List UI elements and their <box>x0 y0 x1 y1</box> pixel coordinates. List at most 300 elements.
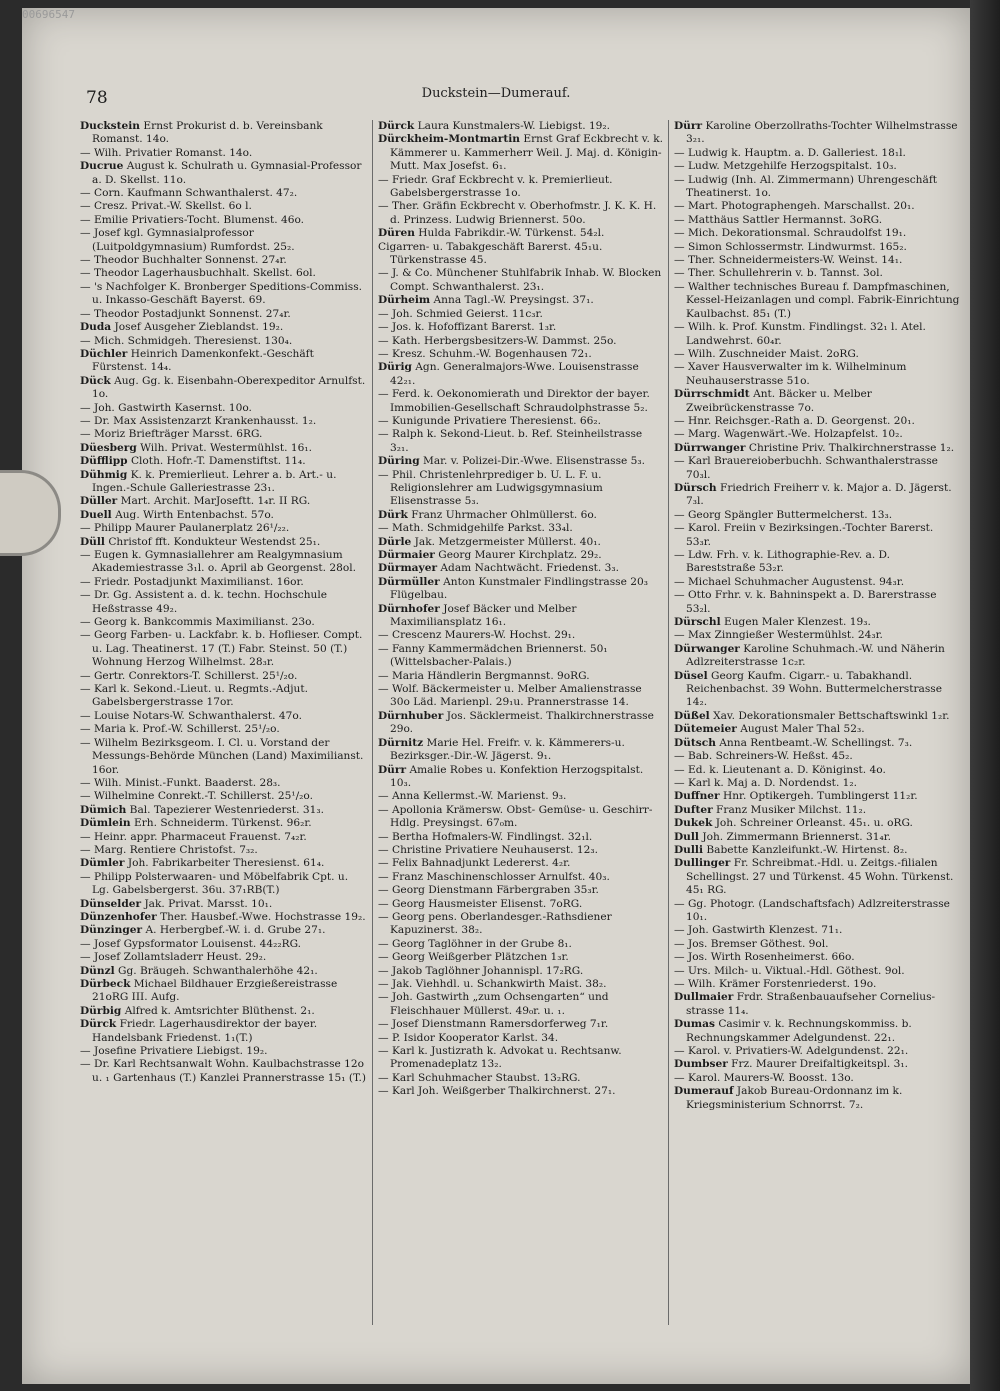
directory-entry <box>80 831 366 844</box>
directory-entry <box>674 549 960 576</box>
entry-text: — Hnr. Reichsger.-Rath a. D. Georgenst. 20₁. <box>674 414 915 427</box>
directory-entry <box>378 898 664 911</box>
entry-surname: Dumbser <box>674 1058 728 1071</box>
directory-entry <box>674 442 960 455</box>
entry-text: — Georg Taglöhner in der Grube 8₁. <box>378 937 572 950</box>
directory-entry <box>674 174 960 201</box>
entry-text: Cloth. Hofr.-T. Damenstiftst. 11₄. <box>130 455 306 468</box>
entry-text: — Maria k. Prof.-W. Schillerst. 25¹/₂o. <box>80 723 280 736</box>
directory-entry <box>80 348 366 375</box>
directory-entry <box>80 683 366 710</box>
entry-text: — Maria Händlerin Bergmannst. 9oRG. <box>378 669 590 682</box>
entry-surname: Dumas <box>674 1018 715 1031</box>
entry-surname: Dümich <box>80 803 127 816</box>
entry-surname: Dullinger <box>674 857 731 870</box>
directory-entry <box>80 549 366 576</box>
entry-text: Georg Maurer Kirchplatz. 29₂. <box>438 549 602 561</box>
directory-entry <box>674 1085 960 1112</box>
entry-surname: Dünselder <box>80 897 142 910</box>
directory-entry <box>80 375 366 402</box>
entry-surname: Dünzl <box>80 964 115 977</box>
entry-surname: Dürbig <box>80 1004 122 1017</box>
directory-entry <box>378 1032 664 1045</box>
entry-text: — Joh. Gastwirth Klenzest. 71₁. <box>674 924 843 937</box>
entry-text: — Georg Hausmeister Elisenst. 7oRG. <box>378 897 583 910</box>
directory-entry <box>378 469 664 509</box>
directory-entry <box>674 1018 960 1045</box>
entry-text: Joh. Fabrikarbeiter Theresienst. 61₄. <box>127 857 325 870</box>
directory-entry <box>378 455 664 468</box>
entry-text: — Ldw. Frh. v. k. Lithographie-Rev. a. D. Bareststraße 53₂r. <box>674 549 891 575</box>
entry-text: — Georg Farben- u. Lackfabr. k. b. Hoflieser. Compt. u. Lag. Theatinerst. 17 (T.) Fabr. Steinst. 50 (T.) Wohnung Herzog Wilhelmst. 28₃r. <box>80 629 363 669</box>
directory-entry <box>674 348 960 361</box>
entry-text: — Theodor Lagerhausbuchhalt. Skellst. 6ol. <box>80 267 316 280</box>
directory-page <box>22 8 970 1384</box>
directory-entry <box>378 857 664 870</box>
entry-text: Xav. Dekorationsmaler Bettschaftswinkl 1₂r. <box>713 709 950 722</box>
entry-text: — Wilh. Zuschneider Maist. 2oRG. <box>674 347 859 360</box>
entry-text: — Christine Privatiere Neuhauserst. 12₃. <box>378 843 598 856</box>
directory-entry <box>378 737 664 764</box>
entry-text: — Karl Schuhmacher Staubst. 13₂RG. <box>378 1071 581 1084</box>
directory-entry <box>80 965 366 978</box>
entry-surname: Dürheim <box>378 294 431 307</box>
directory-entry <box>378 1085 664 1098</box>
entry-text: A. Herbergbef.-W. i. d. Grube 27₁. <box>145 924 326 937</box>
entry-surname: Dürr <box>674 120 703 132</box>
entry-surname: Dück <box>80 374 111 387</box>
entry-text: — Wilhelm Bezirksgeom. I. Cl. u. Vorstand der Messungs-Behörde München (Land) Maximilianst. 16or. <box>80 736 364 776</box>
directory-entry <box>674 428 960 441</box>
entry-surname: Dürig <box>378 361 412 374</box>
entry-text: Frdr. Straßenbauaufseher Corneliusstrasse 11₄. <box>686 991 936 1017</box>
entry-text: Ernst Prokurist d. b. Vereinsbank Romanst. 14o. <box>92 120 323 146</box>
entry-text: Joh. Schreiner Orleanst. 45₁. u. oRG. <box>715 817 913 830</box>
directory-entry <box>378 831 664 844</box>
entry-surname: Düßel <box>674 709 710 722</box>
entry-text: — Dr. Max Assistenzarzt Krankenhausst. 1₂. <box>80 414 317 427</box>
directory-entry <box>674 790 960 803</box>
directory-entry <box>674 817 960 830</box>
entry-text: Agn. Generalmajors-Wwe. Louisenstrasse 42₂₁. <box>390 361 639 387</box>
directory-entry <box>80 1045 366 1058</box>
entry-text: Gg. Bräugeh. Schwanthalerhöhe 42₁. <box>118 964 318 977</box>
directory-entry <box>378 522 664 535</box>
directory-entry <box>80 589 366 616</box>
entry-text: — Mich. Schmidgeh. Theresienst. 130₄. <box>80 334 293 347</box>
directory-entry <box>674 241 960 254</box>
directory-entry <box>80 777 366 790</box>
entry-text: — Xaver Hausverwalter im k. Wilhelminum Neuhauserstrasse 51o. <box>674 361 907 387</box>
entry-text: — Math. Schmidgehilfe Parkst. 33₄l. <box>378 522 573 535</box>
entry-text: — Jos. k. Hofoffizant Barerst. 1₃r. <box>378 321 557 334</box>
column-rule <box>668 120 669 1325</box>
directory-entry <box>80 1058 366 1085</box>
directory-entry <box>378 643 664 670</box>
directory-entry <box>80 147 366 160</box>
entry-surname: Dürmayer <box>378 562 438 575</box>
directory-entry <box>80 857 366 870</box>
entry-text: Mar. v. Polizei-Dir.-Wwe. Elisenstrasse 5₃. <box>422 455 646 468</box>
entry-surname: Dünzinger <box>80 924 143 937</box>
entry-text: Josef Bäcker und Melber Maximiliansplatz 16₁. <box>390 602 577 629</box>
entry-text: Jak. Metzgermeister Müllerst. 40₁. <box>414 535 601 548</box>
column-rule <box>372 120 373 1325</box>
entry-surname: Dürschl <box>674 616 721 629</box>
entry-text: Friedrich Freiherr v. k. Major a. D. Jägerst. 7₃l. <box>686 481 952 508</box>
entry-text: — Theodor Postadjunkt Sonnenst. 27₄r. <box>80 307 291 320</box>
directory-entry <box>80 978 366 1005</box>
entry-surname: Dürr <box>378 763 407 776</box>
directory-entry <box>674 978 960 991</box>
entry-text: — Karl Brauereioberbuchh. Schwanthalerstrasse 70₃l. <box>674 455 938 481</box>
directory-entry <box>674 147 960 160</box>
directory-entry <box>378 415 664 428</box>
entry-text: Marie Hel. Freifr. v. k. Kämmerers-u. Bezirksger.-Dir.-W. Jägerst. 9₁. <box>390 736 625 763</box>
entry-text: Frz. Maurer Dreifaltigkeitspl. 3₁. <box>731 1058 908 1071</box>
entry-surname: Dürsch <box>674 481 717 494</box>
directory-entry <box>674 737 960 750</box>
entry-text: — Georg k. Bankcommis Maximilianst. 23o. <box>80 616 315 629</box>
entry-surname: Duell <box>80 508 112 521</box>
entry-surname: Dürck <box>378 120 415 132</box>
entry-text: — Simon Schlossermstr. Lindwurmst. 165₂. <box>674 240 907 253</box>
entry-text: — Wilh. Minist.-Funkt. Baaderst. 28₃. <box>80 776 281 789</box>
entry-text: — Wilh. k. Prof. Kunstm. Findlingst. 32₁ l. Atel. Landwehrst. 60₄r. <box>674 321 926 347</box>
entry-surname: Dull <box>674 830 699 843</box>
directory-entry <box>80 308 366 321</box>
directory-entry <box>378 361 664 388</box>
entry-text: — Ralph k. Sekond-Lieut. b. Ref. Steinheilstrasse 3₂₁. <box>378 428 643 454</box>
directory-entry <box>378 294 664 307</box>
directory-entry <box>674 509 960 522</box>
entry-text: Heinrich Damenkonfekt.-Geschäft Fürstenst. 14₄. <box>92 347 314 374</box>
entry-text: — Kresz. Schuhm.-W. Bogenhausen 72₁. <box>378 347 592 360</box>
directory-entry <box>80 1005 366 1018</box>
directory-entry <box>80 951 366 964</box>
entry-text: — Otto Frhr. v. k. Bahninspekt a. D. Barerstrasse 53₂l. <box>674 589 937 615</box>
entry-text: — Joh. Schmied Geierst. 11c₃r. <box>378 307 543 320</box>
directory-entry <box>674 227 960 240</box>
entry-text: Erh. Schneiderm. Türkenst. 96₂r. <box>133 817 312 830</box>
directory-entry <box>80 817 366 830</box>
entry-text: — Karol. v. Privatiers-W. Adelgundenst. 22₁. <box>674 1045 909 1058</box>
entry-text: — Theodor Buchhalter Sonnenst. 27₄r. <box>80 254 287 267</box>
directory-entry <box>80 455 366 468</box>
directory-entry <box>674 254 960 267</box>
entry-text: — Ed. k. Lieutenant a. D. Königinst. 4o. <box>674 763 886 776</box>
directory-entry <box>674 750 960 763</box>
directory-entry <box>80 402 366 415</box>
entry-text: — Corn. Kaufmann Schwanthalerst. 47₂. <box>80 187 298 200</box>
directory-entry <box>378 335 664 348</box>
entry-text: Anna Rentbeamt.-W. Schellingst. 7₃. <box>719 736 913 749</box>
entry-text: Eugen Maler Klenzest. 19₃. <box>724 616 871 629</box>
entry-text: — Ther. Schullehrerin v. b. Tannst. 3ol. <box>674 267 883 280</box>
entry-surname: Dulli <box>674 843 703 856</box>
directory-entry <box>80 938 366 951</box>
directory-entry <box>378 308 664 321</box>
directory-entry <box>674 924 960 937</box>
entry-text: — Friedr. Postadjunkt Maximilianst. 16or. <box>80 575 304 588</box>
entry-text: — 's Nachfolger K. Bronberger Speditions-Commiss. u. Inkasso-Geschäft Bayerst. 69. <box>80 280 363 307</box>
entry-surname: Dürckheim-Montmartin <box>378 133 520 146</box>
entry-text: Babette Kanzleifunkt.-W. Hirtenst. 8₂. <box>706 843 908 856</box>
directory-entry <box>80 1018 366 1045</box>
entry-surname: Dütsch <box>674 736 716 749</box>
entry-text: — Phil. Christenlehrprediger b. U. L. F. u. Religionslehrer am Ludwigsgymnasium Elisenstrasse 5₃. <box>378 468 603 508</box>
entry-text: Hnr. Optikergeh. Tumblingerst 11₂r. <box>722 790 918 803</box>
directory-entry <box>378 844 664 857</box>
entry-surname: Dullmaier <box>674 991 734 1004</box>
entry-text: — Wilhelmine Conrekt.-T. Schillerst. 25¹/₂o. <box>80 790 313 803</box>
book-edge <box>970 0 1000 1391</box>
entry-text: — Wolf. Bäckermeister u. Melber Amalienstrasse 30o Läd. Marienpl. 29₁u. Prannerstrasse 14. <box>378 683 642 709</box>
entry-text: — Joh. Gastwirth „zum Ochsengarten“ und Fleischhauer Müllerst. 49₀r. u. ₁. <box>378 991 609 1017</box>
entry-text: — Ferd. k. Oekonomierath und Direktor der bayer. Immobilien-Gesellschaft Schraudolphstrasse 5₂. <box>378 388 650 414</box>
directory-entry <box>378 1072 664 1085</box>
directory-entry <box>674 482 960 509</box>
entry-text: — Karl Joh. Weißgerber Thalkirchnerst. 27₁. <box>378 1085 616 1098</box>
entry-text: — Felix Bahnadjunkt Ledererst. 4₂r. <box>378 857 571 870</box>
entry-text: — Philipp Maurer Paulanerplatz 26¹/₂₂. <box>80 522 290 535</box>
directory-entry <box>674 629 960 642</box>
directory-entry <box>80 737 366 777</box>
directory-entry <box>80 187 366 200</box>
entry-text: Wilh. Privat. Westermühlst. 16₁. <box>140 441 312 454</box>
directory-entry <box>80 428 366 441</box>
entry-text: — Bertha Hofmalers-W. Findlingst. 32₁l. <box>378 830 593 843</box>
running-head: Duckstein—Dumerauf. <box>421 86 571 101</box>
directory-entry <box>674 1058 960 1071</box>
entry-text: — Ludwig (Inh. Al. Zimmermann) Uhrengeschäft Theatinerst. 1o. <box>674 173 938 200</box>
entry-text: Anton Kunstmaler Findlingstrasse 20₃ Flügelbau. <box>390 575 648 602</box>
entry-surname: Ducrue <box>80 160 124 173</box>
entry-text: — Franz Maschinenschlosser Arnulfst. 40₃. <box>378 870 610 883</box>
entry-text: August Maler Thal 52₃. <box>740 723 865 736</box>
entry-surname: Dürck <box>80 1018 117 1031</box>
entry-surname: Dürmüller <box>378 575 440 588</box>
entry-surname: Düsel <box>674 669 708 682</box>
directory-entry <box>80 924 366 937</box>
directory-entry <box>378 978 664 991</box>
directory-entry <box>80 160 366 187</box>
entry-text: Adam Nachtwächt. Friedenst. 3₃. <box>440 562 620 575</box>
entry-text: Ant. Bäcker u. Melber Zweibrückenstrasse 7o. <box>686 388 872 414</box>
entry-text: Georg Kaufm. Cigarr.- u. Tabakhandl. Reichenbachst. 39 Wohn. Buttermelcherstrasse 14₂. <box>686 669 943 709</box>
entry-text: — P. Isidor Kooperator Karlst. 34. <box>378 1031 559 1044</box>
entry-text: — Gg. Photogr. (Landschaftsfach) Adlzreiterstrasse 10₁. <box>674 897 950 923</box>
entry-surname: Dühmig <box>80 468 128 481</box>
entry-text: — Louise Notars-W. Schwanthalerst. 47o. <box>80 709 302 722</box>
entry-surname: Duckstein <box>80 120 141 132</box>
entry-surname: Dürmaier <box>378 549 435 561</box>
directory-entry <box>80 710 366 723</box>
entry-text: — Michael Schuhmacher Augustenst. 94₃r. <box>674 575 905 588</box>
entry-text: — Walther technisches Bureau f. Dampfmaschinen, Kessel-Heizanlagen und compl. Fabrik-Einrichtung Kaulbachst. 85₁ (T.) <box>674 280 960 320</box>
entry-text: — Crescenz Maurers-W. Hochst. 29₁. <box>378 629 576 642</box>
directory-entry <box>674 1072 960 1085</box>
directory-entry <box>378 509 664 522</box>
entry-text: Jak. Privat. Marsst. 10₁. <box>144 897 273 910</box>
entry-text: Joh. Zimmermann Briennerst. 31₄r. <box>702 830 891 843</box>
entry-text: — Anna Kellermst.-W. Marienst. 9₃. <box>378 790 567 803</box>
directory-entry <box>674 965 960 978</box>
directory-entry <box>378 710 664 737</box>
entry-text: Alfred k. Amtsrichter Blüthenst. 2₁. <box>124 1004 315 1017</box>
entry-surname: Düll <box>80 535 105 548</box>
entry-text: — Josefine Privatiere Liebigst. 19₂. <box>80 1045 268 1058</box>
directory-entry <box>378 241 664 268</box>
entry-text: — Karl k. Sekond.-Lieut. u. Regmts.-Adjut. Gabelsbergerstrasse 17or. <box>80 683 308 709</box>
directory-entry <box>80 723 366 736</box>
entry-surname: Duda <box>80 321 112 334</box>
directory-entry <box>80 227 366 254</box>
entry-text: Christof fft. Kondukteur Westendst 25₁. <box>108 535 321 548</box>
directory-entry <box>674 857 960 897</box>
directory-entry <box>378 1018 664 1031</box>
directory-entry <box>674 214 960 227</box>
entry-text: Cigarren- u. Tabakgeschäft Barerst. 45₁u. Türkenstrasse 45. <box>378 240 603 267</box>
directory-entry <box>378 965 664 978</box>
entry-text: Christine Priv. Thalkirchnerstrasse 1₂. <box>748 441 955 454</box>
entry-text: — Georg Weißgerber Plätzchen 1₃r. <box>378 951 569 964</box>
directory-entry <box>378 804 664 831</box>
entry-text: — Joh. Gastwirth Kasernst. 10o. <box>80 401 252 414</box>
entry-text: — Cresz. Privat.-W. Skellst. 6o l. <box>80 200 252 213</box>
entry-text: — Josef Zollamtsladerr Heust. 29₂. <box>80 951 267 964</box>
entry-text: — Ludwig k. Hauptm. a. D. Galleriest. 18₁l. <box>674 146 906 159</box>
entry-text: — Moriz Briefträger Marsst. 6RG. <box>80 428 263 441</box>
directory-entry <box>80 267 366 280</box>
entry-text: Mart. Archit. MarJoseftt. 1₄r. II RG. <box>120 495 311 508</box>
entry-text: — Georg Spängler Buttermelcherst. 13₃. <box>674 508 893 521</box>
entry-text: Aug. Gg. k. Eisenbahn-Oberexpeditor Arnulfst. 1o. <box>92 374 366 401</box>
directory-entry <box>80 214 366 227</box>
directory-entry <box>674 991 960 1018</box>
entry-surname: Dürrschmidt <box>674 388 750 401</box>
entry-text: Bal. Tapezierer Westenriederst. 31₃. <box>129 803 324 816</box>
directory-entry <box>674 804 960 817</box>
directory-entry <box>378 227 664 240</box>
directory-entry <box>80 321 366 334</box>
directory-entry <box>378 911 664 938</box>
entry-text: Amalie Robes u. Konfektion Herzogspitalst. 10₃. <box>390 763 644 789</box>
entry-text: — Josef Gypsformator Louisenst. 44₂₂RG. <box>80 937 302 950</box>
entry-surname: Dürwanger <box>674 642 740 655</box>
entry-text: Friedr. Lagerhausdirektor der bayer. Handelsbank Friedenst. 1₁(T.) <box>92 1018 318 1044</box>
entry-text: Franz Musiker Milchst. 11₂. <box>716 803 867 816</box>
directory-entry <box>378 683 664 710</box>
entry-surname: Dünzenhofer <box>80 910 157 923</box>
entry-text: — Fanny Kammermädchen Briennerst. 50₁ (Wittelsbacher-Palais.) <box>378 642 608 669</box>
entry-text: K. k. Premierlieut. Lehrer a. b. Art.- u. Ingen.-Schule Galleriestrasse 23₁. <box>92 468 337 494</box>
entry-text: — Josef Dienstmann Ramersdorferweg 7₁r. <box>378 1018 609 1031</box>
directory-entry <box>378 576 664 603</box>
entry-text: — Josef kgl. Gymnasialprofessor (Luitpoldgymnasium) Rumfordst. 25₂. <box>80 227 295 253</box>
entry-surname: Dürrwanger <box>674 441 746 454</box>
page-number: 78 <box>86 88 108 108</box>
directory-entry <box>378 133 664 173</box>
directory-entry <box>80 911 366 924</box>
entry-text: — Wilh. Privatier Romanst. 14o. <box>80 146 253 159</box>
column-3 <box>674 120 960 1112</box>
entry-text: — Gertr. Conrektors-T. Schillerst. 25¹/₂o. <box>80 669 298 682</box>
directory-entry <box>80 616 366 629</box>
entry-surname: Düren <box>378 227 415 240</box>
directory-entry <box>378 428 664 455</box>
entry-text: — Jakob Taglöhner Johannispl. 17₂RG. <box>378 964 584 977</box>
entry-text: Karoline Schuhmach.-W. und Näherin Adlzreiterstrasse 1c₂r. <box>686 642 945 669</box>
entry-surname: Dürle <box>378 535 412 548</box>
entry-surname: Dütemeier <box>674 723 737 736</box>
entry-text: Ther. Hausbef.-Wwe. Hochstrasse 19₂. <box>160 910 366 923</box>
directory-entry <box>80 281 366 308</box>
entry-text: — Wilh. Krämer Forstenriederst. 19o. <box>674 978 877 990</box>
directory-entry <box>378 603 664 630</box>
directory-entry <box>80 670 366 683</box>
directory-entry <box>674 670 960 710</box>
entry-text: — Jak. Viehhdl. u. Schankwirth Maist. 38₂. <box>378 978 607 990</box>
entry-text: Josef Ausgeher Zieblandst. 19₂. <box>114 321 284 334</box>
entry-text: — Bab. Schreiners-W. Heßst. 45₂. <box>674 750 853 763</box>
directory-entry <box>378 670 664 683</box>
directory-entry <box>80 536 366 549</box>
directory-entry <box>674 844 960 857</box>
directory-entry <box>378 388 664 415</box>
directory-entry <box>674 120 960 147</box>
entry-text: — Kath. Herbergsbesitzers-W. Dammst. 25o. <box>378 334 617 347</box>
directory-entry <box>674 321 960 348</box>
entry-text: — Apollonia Krämersw. Obst- Gemüse- u. Geschirr-Hdlg. Preysingst. 67₀m. <box>378 803 653 830</box>
entry-text: — Eugen k. Gymnasiallehrer am Realgymnasium Akademiestrasse 3₁l. o. April ab Georgenst. 28ol. <box>80 549 356 575</box>
entry-surname: Dümlein <box>80 817 131 830</box>
entry-text: Karoline Oberzollraths-Tochter Wilhelmstrasse 3₂₁. <box>686 120 958 146</box>
entry-text: — Friedr. Graf Eckbrecht v. k. Premierlieut. Gabelsbergerstrasse 1o. <box>378 173 613 200</box>
entry-text: — Karol. Maurers-W. Boosst. 13o. <box>674 1071 854 1084</box>
entry-text: Hulda Fabrikdir.-W. Türkenst. 54₂l. <box>418 227 605 240</box>
directory-entry <box>80 790 366 803</box>
entry-surname: Dürbeck <box>80 978 131 990</box>
directory-entry <box>80 415 366 428</box>
directory-entry <box>80 495 366 508</box>
entry-surname: Dürnhofer <box>378 602 440 615</box>
entry-text: August k. Schulrath u. Gymnasial-Professor a. D. Skellst. 11o. <box>92 160 362 186</box>
entry-text: — Max Zinngießer Westermühlst. 24₃r. <box>674 629 883 642</box>
directory-entry <box>378 790 664 803</box>
entry-text: Anna Tagl.-W. Preysingst. 37₁. <box>433 294 594 307</box>
directory-entry <box>674 1045 960 1058</box>
entry-text: Jakob Bureau-Ordonnanz im k. Kriegsministerium Schnorrst. 7₂. <box>686 1085 903 1111</box>
directory-entry <box>674 281 960 321</box>
directory-entry <box>378 938 664 951</box>
directory-entry <box>674 522 960 549</box>
directory-entry <box>378 562 664 575</box>
directory-entry <box>378 991 664 1018</box>
directory-entry <box>378 267 664 294</box>
directory-entry <box>80 844 366 857</box>
directory-entry <box>674 415 960 428</box>
directory-entry <box>80 120 366 147</box>
entry-text: — Emilie Privatiers-Tocht. Blumenst. 46o. <box>80 213 305 226</box>
directory-entry <box>378 200 664 227</box>
directory-entry <box>674 576 960 589</box>
directory-entry <box>674 361 960 388</box>
entry-surname: Dukek <box>674 817 713 830</box>
entry-surname: Dumerauf <box>674 1085 734 1098</box>
directory-entry <box>378 1045 664 1072</box>
directory-entry <box>674 455 960 482</box>
